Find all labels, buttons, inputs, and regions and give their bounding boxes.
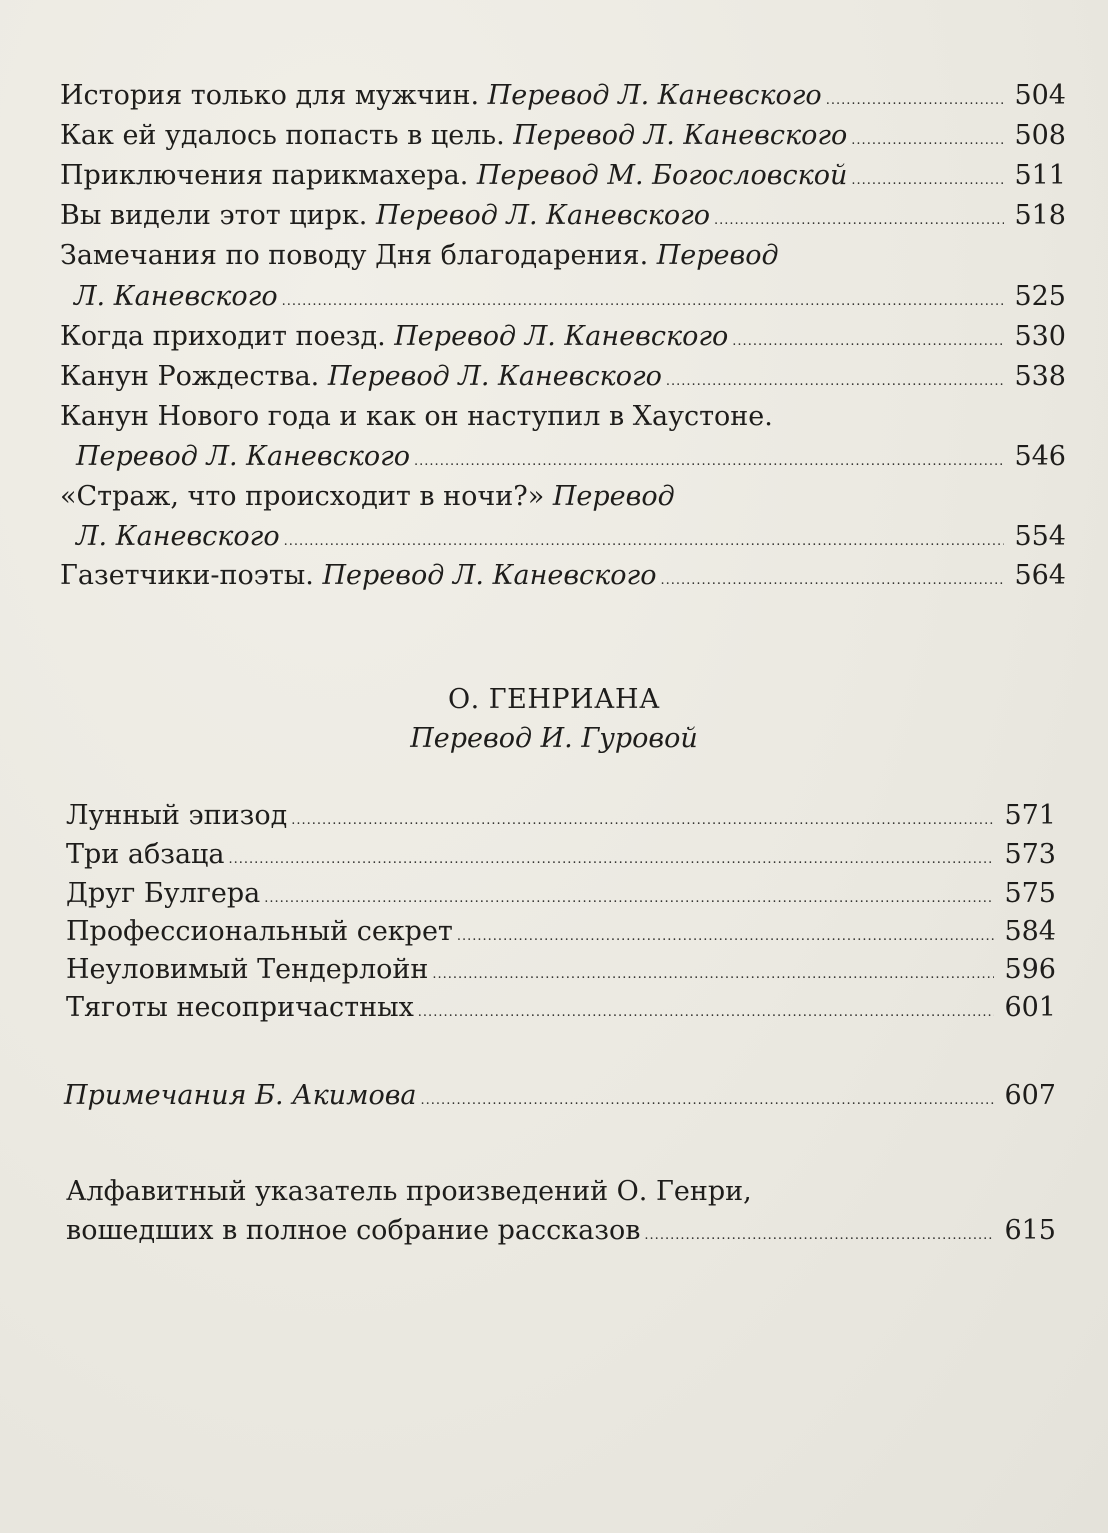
- entry-translator: Перевод М. Богословской: [476, 160, 848, 191]
- page-number: 596: [1004, 954, 1056, 985]
- entry-title: Лунный эпизод: [66, 800, 288, 831]
- toc-entry: [60, 556, 1066, 601]
- dot-leader: [660, 561, 1004, 601]
- page-number: 538: [1014, 361, 1066, 392]
- entry-title: Приключения парикмахера.: [60, 160, 469, 191]
- page-number: 607: [1004, 1080, 1056, 1111]
- entry-title: Замечания по поводу Дня благодарения.: [60, 240, 649, 271]
- toc-entry: [60, 196, 1066, 241]
- dot-leader: [826, 81, 1004, 121]
- entry-translator: Перевод Л. Каневского: [394, 321, 729, 352]
- entry-title: Канун Рождества.: [60, 361, 320, 392]
- dot-leader: [732, 322, 1004, 362]
- toc-entry-line2: [74, 277, 1066, 322]
- entry-translator: Перевод Л. Каневского: [375, 200, 711, 231]
- page-number: 525: [1014, 281, 1066, 312]
- entry-title: Друг Булгера: [66, 878, 261, 909]
- page-number: 504: [1014, 80, 1066, 111]
- toc-entry-line1: [60, 477, 1066, 517]
- entry-translator: Л. Каневского: [76, 521, 280, 552]
- toc-entry-line2: [76, 437, 1066, 482]
- entry-title: Вы видели этот цирк.: [60, 200, 368, 231]
- entry-title: Примечания Б. Акимова: [64, 1080, 417, 1111]
- page-number: 511: [1014, 160, 1066, 191]
- entry-title: Алфавитный указатель произведений О. Генри,: [66, 1176, 752, 1207]
- dot-leader: [414, 442, 1004, 482]
- toc-entry: [60, 156, 1066, 201]
- toc-entry-line1: [60, 397, 1066, 437]
- dot-leader: [851, 161, 1004, 201]
- toc-entry-index-line2: [66, 1211, 1056, 1256]
- entry-title: «Страж, что происходит в ночи?»: [60, 481, 545, 512]
- page-number: 546: [1014, 441, 1066, 472]
- page-number: 508: [1014, 120, 1066, 151]
- page-number: 573: [1004, 839, 1056, 870]
- page-number: 564: [1014, 560, 1066, 591]
- dot-leader: [644, 1216, 994, 1256]
- page-number: 554: [1014, 521, 1066, 552]
- toc-entry-notes: [64, 1076, 1056, 1121]
- entry-title: Когда приходит поезд.: [60, 321, 386, 352]
- entry-translator: Перевод: [552, 481, 675, 512]
- entry-title: вошедших в полное собрание рассказов: [66, 1215, 641, 1246]
- entry-translator: Л. Каневского: [74, 281, 278, 312]
- dot-leader: [282, 282, 1004, 322]
- toc-entry: [60, 357, 1066, 402]
- page-number: 571: [1004, 800, 1056, 831]
- entry-title: Неуловимый Тендерлойн: [66, 954, 429, 985]
- entry-title: Газетчики-поэты.: [60, 560, 314, 591]
- dot-leader: [714, 201, 1004, 241]
- dot-leader: [851, 121, 1004, 161]
- entry-translator: Перевод Л. Каневского: [322, 560, 657, 591]
- dot-leader: [418, 993, 994, 1033]
- toc-entry-index-line1: [66, 1172, 1056, 1212]
- dot-leader: [666, 362, 1004, 402]
- toc-entry: [60, 116, 1066, 161]
- toc-entry: [66, 988, 1056, 1033]
- entry-title: Тяготы несопричастных: [66, 992, 414, 1023]
- page-number: 530: [1014, 321, 1066, 352]
- toc-entry-line1: [60, 236, 1066, 276]
- toc-entry: [60, 76, 1066, 121]
- entry-title: Три абзаца: [66, 839, 225, 870]
- entry-title: Канун Нового года и как он наступил в Хаустоне.: [60, 401, 773, 432]
- toc-entry: [60, 317, 1066, 362]
- section-heading: О. ГЕНРИАНА: [447, 684, 661, 715]
- dot-leader: [421, 1081, 994, 1121]
- page-number: 584: [1004, 916, 1056, 947]
- page-number: 601: [1004, 992, 1056, 1023]
- entry-title: Профессиональный секрет: [66, 916, 453, 947]
- entry-translator: Перевод Л. Каневского: [76, 441, 411, 472]
- page-number: 615: [1004, 1215, 1056, 1246]
- entry-title: История только для мужчин.: [60, 80, 480, 111]
- page-number: 518: [1014, 200, 1066, 231]
- entry-title: Как ей удалось попасть в цель.: [60, 120, 505, 151]
- page-number: 575: [1004, 878, 1056, 909]
- entry-translator: Перевод Л. Каневского: [487, 80, 822, 111]
- entry-translator: Перевод Л. Каневского: [327, 361, 662, 392]
- section-subheading: Перевод И. Гуровой: [410, 723, 698, 754]
- entry-translator: Перевод Л. Каневского: [513, 120, 848, 151]
- entry-translator: Перевод: [656, 240, 779, 271]
